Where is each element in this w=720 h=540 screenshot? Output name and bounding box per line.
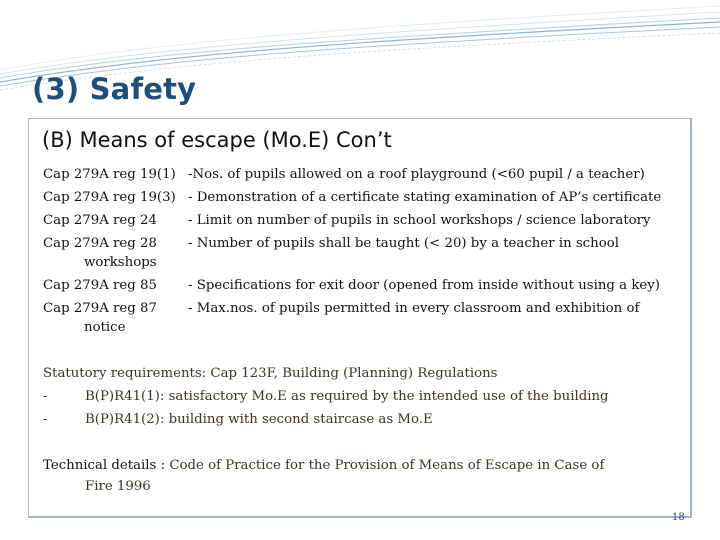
section-subtitle: (B) Means of escape (Mo.E) Con’t <box>42 128 392 152</box>
regulation-desc: - Specifications for exit door (opened from inside without using a key) <box>188 278 660 293</box>
regulation-ref-continuation: notice <box>84 320 126 335</box>
regulation-ref: Cap 279A reg 87 <box>43 301 157 316</box>
statutory-item: B(P)R41(1): satisfactory Mo.E as required by the intended use of the building <box>85 389 609 404</box>
regulation-desc: - Max.nos. of pupils permitted in every classroom and exhibition of <box>188 301 640 316</box>
statutory-bullet: - <box>43 412 48 427</box>
regulation-ref: Cap 279A reg 85 <box>43 278 157 293</box>
technical-text: Code of Practice for the Provision of Means of Escape in Case of <box>169 458 605 473</box>
regulation-desc: - Number of pupils shall be taught (< 20) by a teacher in school <box>188 236 619 251</box>
technical-label: Technical details : <box>43 458 170 473</box>
regulation-desc: - Limit on number of pupils in school workshops / science laboratory <box>188 213 651 228</box>
technical-details <box>43 454 604 477</box>
regulation-ref: Cap 279A reg 28 <box>43 236 157 251</box>
regulation-ref: Cap 279A reg 24 <box>43 213 157 228</box>
statutory-heading: Statutory requirements: Cap 123F, Building (Planning) Regulations <box>43 366 498 381</box>
regulation-ref-continuation: workshops <box>84 255 157 270</box>
technical-text-continuation: Fire 1996 <box>85 479 151 494</box>
page-number: 18 <box>672 512 685 523</box>
regulation-ref: Cap 279A reg 19(1) <box>43 167 176 182</box>
regulation-ref: Cap 279A reg 19(3) <box>43 190 176 205</box>
page-title: (3) Safety <box>32 72 197 106</box>
regulation-desc: - Demonstration of a certificate stating examination of AP’s certificate <box>188 190 662 205</box>
statutory-bullet: - <box>43 389 48 404</box>
regulation-desc: -Nos. of pupils allowed on a roof playground (<60 pupil / a teacher) <box>188 167 645 182</box>
statutory-item: B(P)R41(2): building with second staircase as Mo.E <box>85 412 433 427</box>
